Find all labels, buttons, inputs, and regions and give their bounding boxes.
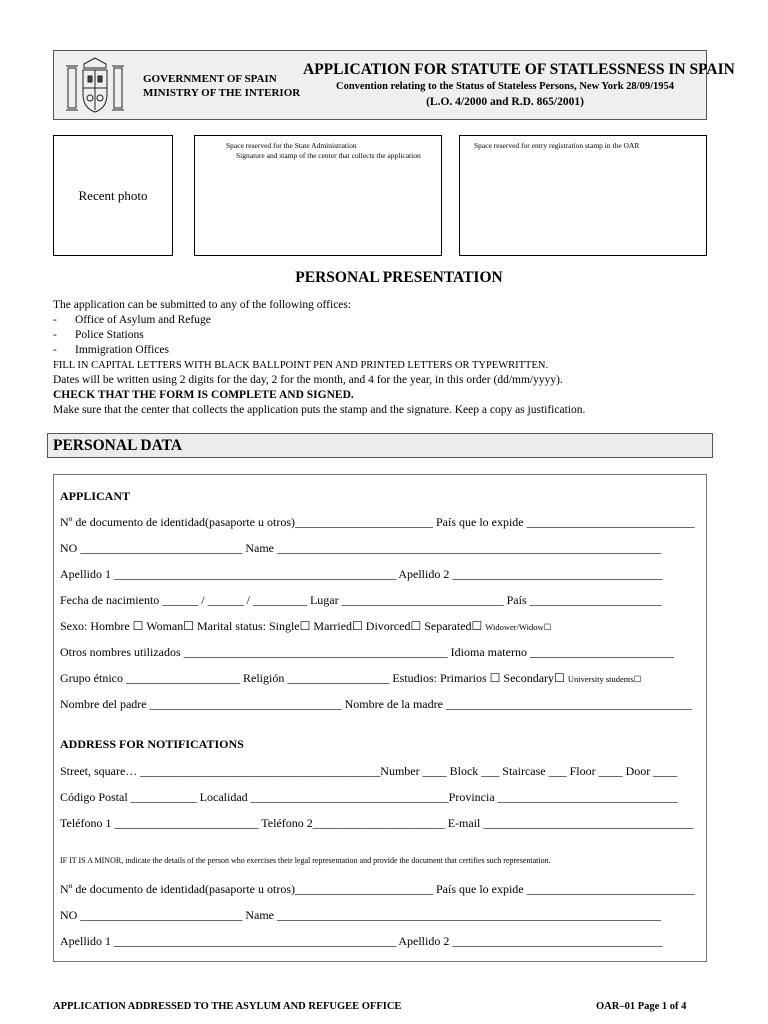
footer-left: APPLICATION ADDRESSED TO THE ASYLUM AND REFUGEE OFFICE — [53, 1001, 402, 1012]
personal-data-header: PERSONAL DATA — [47, 433, 713, 458]
check-note: CHECK THAT THE FORM IS COMPLETE AND SIGNED. — [53, 389, 354, 401]
dates-note: Dates will be written using 2 digits for the day, 2 for the month, and 4 for the year, in this order (dd/mm/yyyy). — [53, 374, 563, 386]
university-option[interactable]: University students☐ — [567, 674, 642, 684]
office-list — [53, 313, 713, 358]
sex-marital-options[interactable]: Sexo: Hombre ☐ Woman☐ Marital status: Single☐ Married☐ Divorced☐ Separated☐ — [60, 619, 486, 633]
name-field[interactable]: NO ___________________________ Name ________________________________________________________________ — [60, 541, 661, 555]
oar-box-label: Space reserved for entry registration stamp in the OAR — [474, 141, 640, 150]
postal-field[interactable]: Código Postal ___________ Localidad _________________________________Provincia ______________________________ — [60, 790, 678, 804]
oar-stamp-box — [459, 135, 707, 256]
capital-letters-note: FILL IN CAPITAL LETTERS WITH BLACK BALLPOINT PEN AND PRINTED LETTERS OR TYPEWRITTEN. — [53, 360, 549, 371]
list-item: - Police Stations — [75, 328, 713, 343]
list-item: - Immigration Offices — [75, 343, 713, 358]
page-number: OAR–01 Page 1 of 4 — [596, 1001, 687, 1012]
birth-field[interactable]: Fecha de nacimiento ______ / ______ / _________ Lugar ___________________________ País ______________________ — [60, 593, 662, 607]
law-reference: (L.O. 4/2000 and R.D. 865/2001) — [426, 96, 584, 108]
street-field[interactable]: Street, square… ________________________________________Number ____ Block ___ Staircase ___ Floor ____ Door ____ — [60, 764, 678, 778]
list-item: - Office of Asylum and Refuge — [75, 313, 713, 328]
government-name — [143, 72, 300, 100]
intro-text: The application can be submitted to any of the following offices: — [53, 299, 352, 311]
state-administration-box — [194, 135, 442, 256]
minor-note: IF IT IS A MINOR, indicate the details of the person who exercises their legal representation and provide the document that certifies such representation. — [60, 856, 551, 865]
address-heading: ADDRESS FOR NOTIFICATIONS — [60, 737, 244, 751]
minor-id-field[interactable]: Nº de documento de identidad(pasaporte u otros)_______________________ País que lo expide ____________________________ — [60, 882, 695, 896]
ethnic-religion-field[interactable] — [60, 671, 641, 686]
ethnic-options[interactable]: Grupo étnico ___________________ Religión _________________ Estudios: Primarios ☐ Secondary☐ — [60, 671, 568, 685]
instructions — [53, 298, 713, 418]
personal-presentation-title: PERSONAL PRESENTATION — [295, 269, 503, 286]
gov-line-2: MINISTRY OF THE INTERIOR — [143, 87, 301, 99]
state-box-line-2: Signature and stamp of the center that collects the application — [236, 151, 421, 160]
parents-field[interactable]: Nombre del padre ________________________________ Nombre de la madre _________________________________________ — [60, 697, 692, 711]
other-names-field[interactable]: Otros nombres utilizados ____________________________________________ Idioma materno ________________________ — [60, 645, 674, 659]
convention-line: Convention relating to the Status of Stateless Persons, New York 28/09/1954 — [335, 81, 675, 92]
id-document-field[interactable]: Nº de documento de identidad(pasaporte u otros)_______________________ País que lo expide ____________________________ — [60, 515, 695, 529]
photo-box — [53, 135, 173, 256]
photo-label: Recent photo — [78, 187, 148, 203]
surname-field[interactable]: Apellido 1 _______________________________________________ Apellido 2 ___________________________________ — [60, 567, 663, 581]
minor-name-field[interactable]: NO ___________________________ Name ________________________________________________________________ — [60, 908, 661, 922]
applicant-heading: APPLICANT — [60, 489, 131, 503]
phone-field[interactable]: Teléfono 1 ________________________ Teléfono 2______________________ E-mail ___________________________________ — [60, 816, 694, 830]
gov-line-1: GOVERNMENT OF SPAIN — [143, 73, 277, 85]
state-box-line-1: Space reserved for the State Administration — [226, 141, 357, 150]
coat-of-arms-icon — [62, 54, 128, 118]
sex-marital-field[interactable] — [60, 619, 551, 634]
minor-surname-field[interactable]: Apellido 1 _______________________________________________ Apellido 2 ___________________________________ — [60, 934, 663, 948]
application-title: APPLICATION FOR STATUTE OF STATLESSNESS IN SPAIN — [303, 61, 735, 78]
widow-option[interactable]: Widower/Widow☐ — [485, 622, 552, 632]
stamp-note: Make sure that the center that collects the application puts the stamp and the signature. Keep a copy as justification. — [53, 404, 586, 416]
